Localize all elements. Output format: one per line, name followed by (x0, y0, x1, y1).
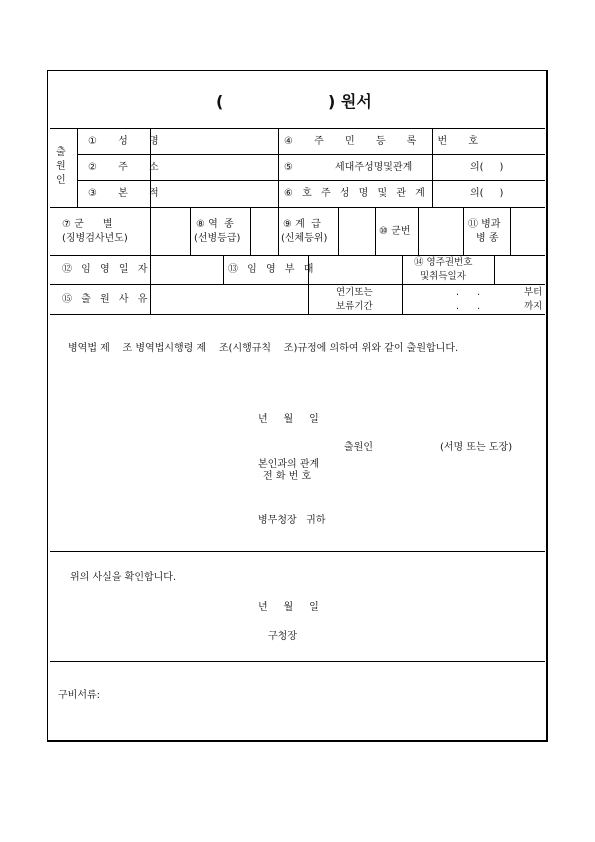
divider (50, 255, 545, 256)
address-field[interactable] (152, 156, 276, 178)
service-type-sub: (선병등급) (194, 233, 241, 244)
divider (50, 284, 545, 285)
divider (402, 255, 403, 284)
address-label: ② 주 소 (88, 162, 168, 173)
pr-no-label: ⑭ 영주권번호 (414, 257, 473, 268)
divider (375, 207, 376, 255)
date-dots: . . (456, 287, 481, 298)
household-value: 의( ) (470, 162, 504, 173)
relation-label: 본인과의 관계 (258, 459, 320, 470)
divider (338, 207, 339, 255)
rank-sub: (신체등위) (281, 233, 328, 244)
unit-label: ⑪ 병과 (468, 219, 501, 230)
enlist-date-field[interactable] (152, 257, 221, 282)
applicant-label: 출 원 인 (56, 147, 66, 186)
pr-date-label: 및취득일자 (420, 271, 466, 282)
name-label: ① 성 명 (88, 136, 168, 147)
resident-no-label: ④ 주 민 등 록 번 호 (284, 136, 487, 147)
until-label: 까지 (524, 301, 543, 312)
divider (223, 255, 224, 284)
reason-field[interactable] (152, 286, 306, 312)
postpone-label-2: 보류기간 (336, 301, 373, 312)
branch-sub: (징병검사년도) (62, 233, 128, 244)
service-no-label: ⑩ 군번 (379, 226, 411, 237)
domicile-label: ③ 본 적 (88, 188, 168, 199)
statement-text: 병역법 제 조 병역법시행령 제 조(시행규칙 조)규정에 의하여 위와 같이 출원합니다. (68, 343, 459, 354)
service-type-label: ⑧ 역 종 (196, 219, 234, 230)
divider (150, 207, 151, 255)
divider (77, 154, 545, 155)
divider (50, 314, 545, 315)
family-head-label: ⑥ 호 주 성 명 및 관 계 (284, 188, 428, 199)
confirm-date: 년 월 일 (258, 602, 319, 613)
office-label: 구청장 (268, 631, 297, 642)
divider (250, 207, 251, 255)
divider (494, 255, 495, 284)
applicant-signature-label: 출원인 (344, 442, 373, 453)
signature-hint: (서명 또는 도장) (440, 442, 513, 453)
divider (77, 128, 78, 207)
divider (463, 207, 464, 255)
recipient-label: 병무청장 귀하 (258, 515, 326, 526)
divider (402, 284, 403, 314)
divider (190, 207, 191, 255)
household-label: 세대주성명및관계 (335, 162, 413, 173)
title-open: ( (216, 92, 224, 111)
divider (278, 207, 279, 255)
domicile-field[interactable] (152, 182, 276, 205)
divider (50, 661, 545, 662)
name-field[interactable] (152, 130, 276, 152)
household-number: ⑤ (284, 162, 293, 173)
phone-label: 전 화 번 호 (263, 471, 312, 482)
postpone-label: 연기또는 (336, 287, 373, 298)
confirm-text: 위의 사실을 확인합니다. (70, 572, 177, 583)
divider (50, 207, 545, 208)
from-label: 부터 (524, 287, 543, 298)
enlist-date-label: ⑫ 임 영 일 자 (62, 264, 151, 275)
attachments-label: 구비서류: (58, 690, 101, 701)
divider (418, 207, 419, 255)
resident-no-field[interactable] (434, 130, 544, 152)
family-head-value: 의( ) (470, 188, 504, 199)
unit-sub: 병 종 (476, 233, 499, 244)
enlist-unit-label: ⑬ 임 영 부 대 (228, 264, 317, 275)
reason-label: ⑮ 출 원 사 유 (62, 294, 151, 305)
divider (50, 128, 545, 129)
rank-label: ⑨ 계 급 (283, 219, 321, 230)
divider (278, 128, 279, 207)
date-dots: . . (456, 301, 481, 312)
divider (510, 207, 511, 255)
divider (50, 551, 545, 552)
body-date: 년 월 일 (258, 414, 319, 425)
page-title: ) 원서 (328, 92, 372, 111)
branch-label: ⑦ 군 별 (62, 219, 113, 230)
divider (77, 180, 545, 181)
divider (308, 284, 309, 314)
